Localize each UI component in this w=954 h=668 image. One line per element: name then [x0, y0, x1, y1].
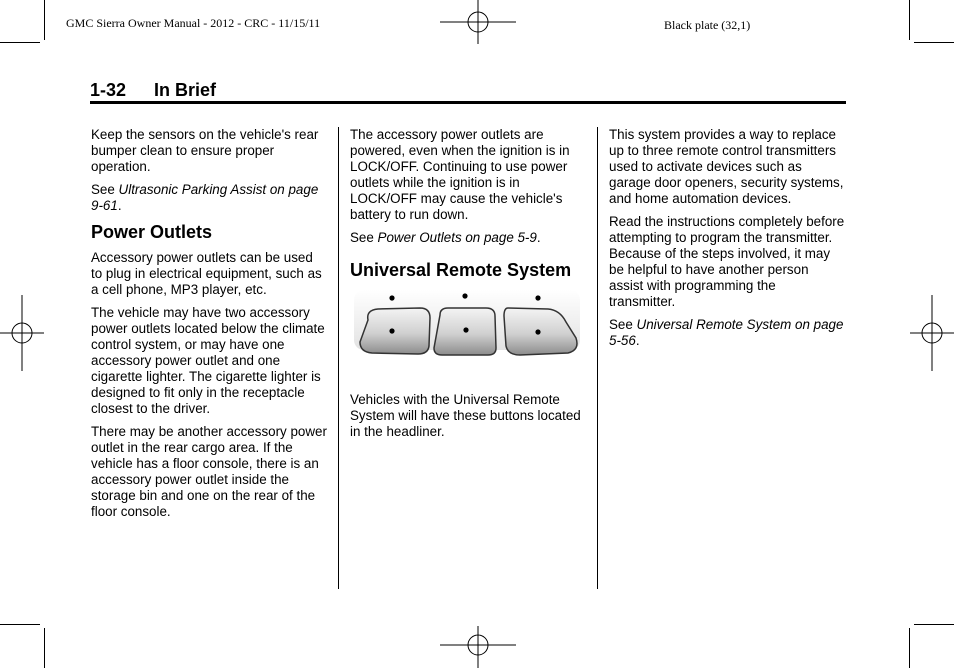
- registration-mark-icon: [910, 295, 954, 371]
- page-number: 1-32: [90, 80, 127, 100]
- column-divider: [597, 127, 598, 589]
- column-divider: [338, 127, 339, 589]
- section-title: In Brief: [154, 80, 217, 100]
- paragraph-reference: See Universal Remote System on page 5-56.: [609, 317, 844, 348]
- registration-mark-icon: [440, 0, 516, 46]
- paragraph: There may be another accessory power outlet in the rear cargo area. If the vehicle has a floor console, there is an accessory power outlet inside the storage bin and one on the rear of the floor console.: [91, 424, 327, 519]
- registration-mark-icon: [440, 624, 516, 668]
- crop-mark: [0, 624, 40, 625]
- universal-remote-buttons-icon: [350, 288, 586, 378]
- slug-left: GMC Sierra Owner Manual - 2012 - CRC - 11/15/11: [66, 16, 321, 30]
- cross-reference-link[interactable]: Power Outlets on page 5-9: [377, 230, 537, 245]
- crop-mark: [909, 628, 910, 668]
- paragraph: The vehicle may have two accessory power outlets located below the climate control system, or may have one accessory power outlet and one cigarette lighter. The cigarette lighter is designed to fit only in the receptacle closest to the driver.: [91, 305, 325, 416]
- column-2: [350, 127, 586, 447]
- header-rule: [90, 101, 846, 104]
- crop-mark: [914, 42, 954, 43]
- crop-mark: [44, 628, 45, 668]
- section-heading: Universal Remote System: [350, 260, 572, 280]
- page-header: [90, 80, 846, 101]
- cross-reference-link[interactable]: Ultrasonic Parking Assist on page 9-61: [91, 182, 319, 213]
- paragraph: Accessory power outlets can be used to plug in electrical equipment, such as a cell phone, MP3 player, etc.: [91, 250, 322, 297]
- crop-mark: [914, 624, 954, 625]
- paragraph: The accessory power outlets are powered, even when the ignition is in LOCK/OFF. Continuing to use power outlets while the ignition is in LOCK/OFF may cause the vehicle's battery to run down.: [350, 127, 570, 222]
- slug-right: Black plate (32,1): [664, 18, 751, 32]
- crop-mark: [909, 0, 910, 40]
- registration-mark-icon: [0, 295, 44, 371]
- cross-reference-link[interactable]: Universal Remote System on page 5-56: [609, 317, 844, 348]
- paragraph-reference: See Power Outlets on page 5-9.: [350, 230, 541, 245]
- paragraph: Read the instructions completely before attempting to program the transmitter. Because of the steps involved, it may be helpful to have another person assist with programming the transmitter.: [609, 214, 845, 309]
- paragraph: Keep the sensors on the vehicle's rear bumper clean to ensure proper operation.: [91, 127, 319, 174]
- paragraph-reference: See Ultrasonic Parking Assist on page 9-61.: [91, 182, 319, 213]
- paragraph: This system provides a way to replace up to three remote control transmitters used to activate devices such as garage door openers, security systems, and home automation devices.: [609, 127, 844, 206]
- section-heading: Power Outlets: [91, 222, 213, 242]
- column-1: [91, 127, 327, 527]
- paragraph: Vehicles with the Universal Remote System will have these buttons located in the headliner.: [350, 392, 581, 439]
- crop-mark: [44, 0, 45, 40]
- crop-mark: [0, 42, 40, 43]
- column-3: [609, 127, 845, 356]
